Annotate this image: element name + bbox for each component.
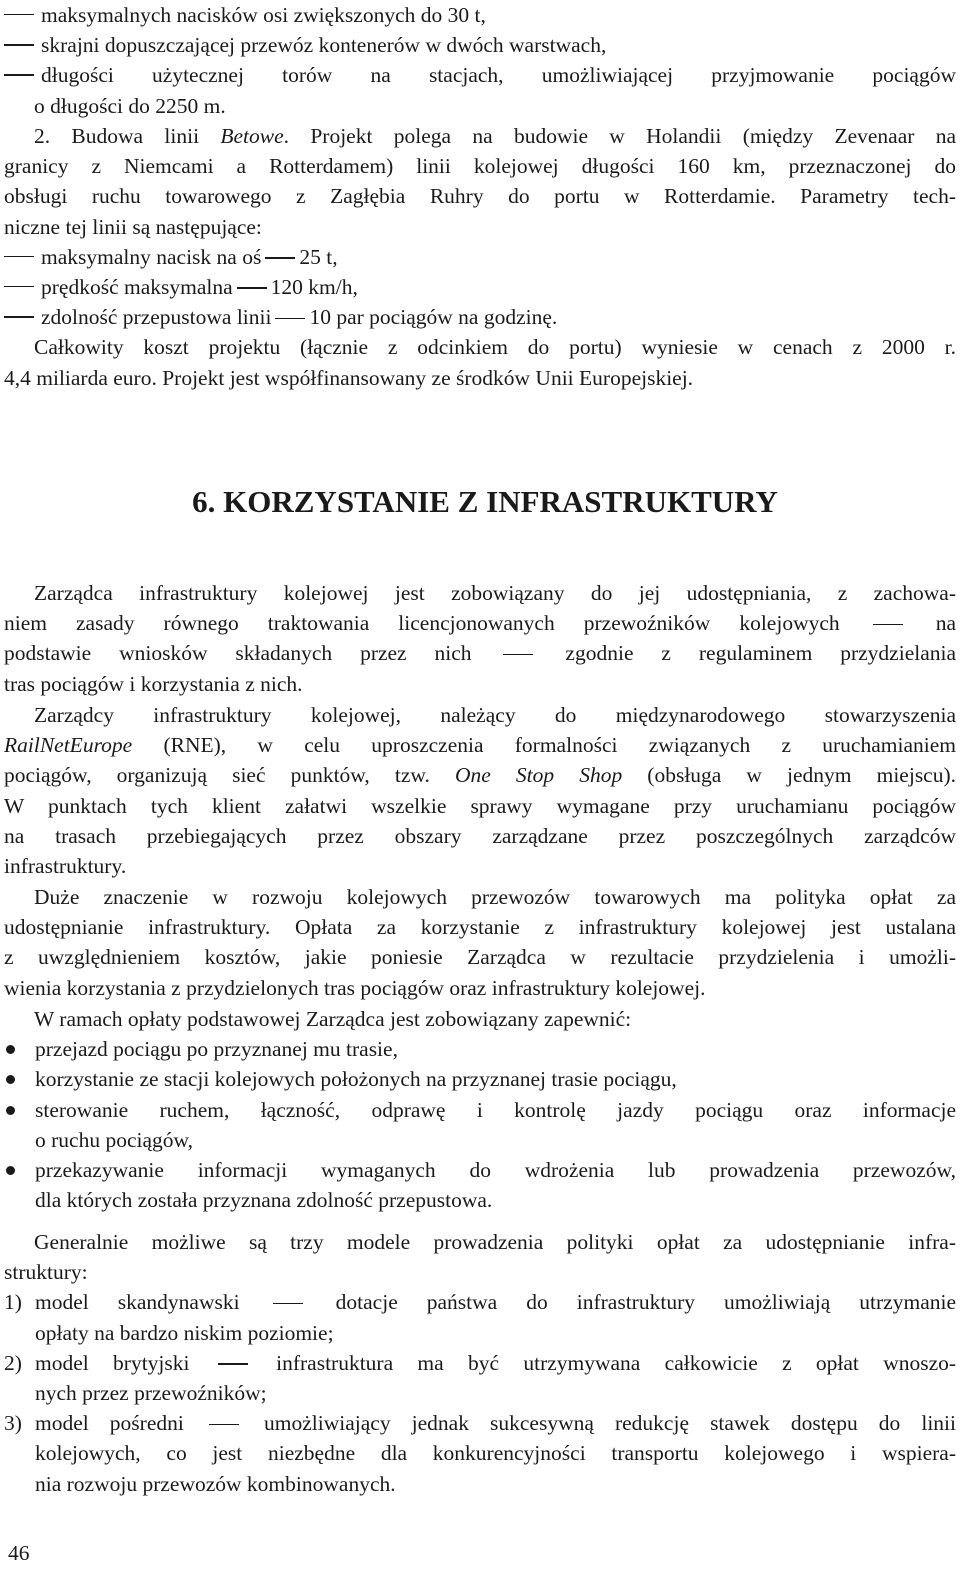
bullet-item: korzystanie ze stacji kolejowych położonych na przyznanej trasie pociągu, xyxy=(4,1064,956,1094)
paragraph-2 xyxy=(4,700,956,881)
paragraph-line: granicy z Niemcami a Rotterdamem) linii kolejowej długości 160 km, przeznaczonej do xyxy=(4,154,956,179)
bullet-item: przejazd pociągu po przyznanej mu trasie, xyxy=(4,1034,956,1064)
list-item: długości użytecznej torów na stacjach, umożliwiającej przyjmowanie pociągów xyxy=(4,60,956,90)
list-item: maksymalnych nacisków osi zwiększonych do 30 t, xyxy=(4,0,956,30)
paragraph-line: RailNetEurope (RNE), w celu uproszczenia formalności związanych z uruchamianiem xyxy=(4,733,956,758)
paragraph-line: na trasach przebiegających przez obszary zarządzane przez poszczególnych zarządców xyxy=(4,823,956,848)
paragraph-4 xyxy=(4,1004,956,1215)
section-heading: 6. KORZYSTANIE Z INFRASTRUKTURY xyxy=(192,484,778,519)
bullet-icon xyxy=(6,1075,15,1084)
paragraph-line: Duże znaczenie w rozwoju kolejowych przewozów towarowych ma polityka opłat za xyxy=(34,885,956,909)
list-item: zdolność przepustowa linii 10 par pociągów na godzinę. xyxy=(4,302,956,332)
list-item: maksymalny nacisk na oś 25 t, xyxy=(4,242,956,272)
paragraph-line: W punktach tych klient załatwi wszelkie sprawy wymagane przy uruchamianu pociągów xyxy=(4,793,956,818)
top-dash-list xyxy=(4,0,956,121)
list-item: prędkość maksymalna 120 km/h, xyxy=(4,272,956,302)
bullet-icon xyxy=(6,1166,15,1175)
paragraph-line: obsługi ruchu towarowego z Zagłębia Ruhry do portu w Rotterdamie. Parametry tech- xyxy=(4,184,956,209)
paragraph-line: pociągów, organizują sieć punktów, tzw. One Stop Shop (obsługa w jednym miejscu). xyxy=(4,763,957,788)
numbered-continuation: kolejowych, co jest niezbędne dla konkurencyjności transportu kolejowego i wspiera- xyxy=(35,1441,956,1466)
numbered-continuation: nia rozwoju przewozów kombinowanych. xyxy=(35,1471,396,1496)
paragraph-line: niem zasady równego traktowania licencjonowanych przewoźników kolejowych na xyxy=(4,611,957,636)
bullet-item: sterowanie ruchem, łączność, odprawę i kontrolę jazdy pociągu oraz informacje xyxy=(4,1095,956,1125)
paragraph-line: Zarządcy infrastruktury kolejowej, należący do międzynarodowego stowarzyszenia xyxy=(34,703,956,727)
bullet-icon xyxy=(6,1106,15,1115)
list-item: skrajni dopuszczającej przewóz kontenerów w dwóch warstwach, xyxy=(4,30,956,60)
paragraph-line: podstawie wniosków składanych przez nich zgodnie z regulaminem przydzielania xyxy=(4,641,957,666)
numbered-continuation: nych przez przewoźników; xyxy=(35,1381,267,1406)
paragraph-line: z uwzględnieniem kosztów, jakie poniesie Zarządca w rezultacie przydzielenia i umożli- xyxy=(4,945,956,970)
paragraph-line: tras pociągów i korzystania z nich. xyxy=(4,671,303,696)
numbered-item: 2) model brytyjski infrastruktura ma być utrzymywana całkowicie z opłat wnoszo- xyxy=(4,1350,957,1375)
bullet-icon xyxy=(6,1045,15,1054)
bullet-continuation: dla których została przyznana zdolność przepustowa. xyxy=(35,1188,493,1213)
paragraph-1 xyxy=(4,578,956,699)
bullet-continuation: o ruchu pociągów, xyxy=(35,1127,194,1152)
paragraph-line: niczne tej linii są następujące: xyxy=(4,214,262,239)
list-item-continuation: o długości do 2250 m. xyxy=(34,93,226,118)
paragraph-line: infrastruktury. xyxy=(4,854,127,879)
paragraph-5 xyxy=(4,1227,956,1499)
numbered-continuation: opłaty na bardzo niskim poziomie; xyxy=(35,1320,334,1345)
betowe-section xyxy=(4,121,956,393)
paragraph-line: Całkowity koszt projektu (łącznie z odcinkiem do portu) wyniesie w cenach z 2000 r. xyxy=(34,335,956,360)
paragraph-3 xyxy=(4,882,956,1003)
paragraph-line: Zarządca infrastruktury kolejowej jest zobowiązany do jej udostępniania, z zachowa- xyxy=(34,581,956,605)
paragraph-line: W ramach opłaty podstawowej Zarządca jest zobowiązany zapewnić: xyxy=(34,1007,632,1031)
numbered-item: 3) model pośredni umożliwiający jednak sukcesywną redukcję stawek dostępu do linii xyxy=(4,1411,956,1436)
page-number: 46 xyxy=(8,1541,30,1565)
paragraph-line: wienia korzystania z przydzielonych tras pociągów oraz infrastruktury kolejowej. xyxy=(4,975,706,1000)
paragraph-line: Generalnie możliwe są trzy modele prowadzenia polityki opłat za udostępnianie infra- xyxy=(34,1230,956,1254)
numbered-item: 1) model skandynawski dotacje państwa do infrastruktury umożliwiają utrzymanie xyxy=(4,1290,957,1315)
bullet-item: przekazywanie informacji wymaganych do wdrożenia lub prowadzenia przewozów, xyxy=(4,1155,956,1185)
paragraph-line: udostępnianie infrastruktury. Opłata za korzystanie z infrastruktury kolejowej jest ustalana xyxy=(4,915,956,940)
paragraph-line: struktury: xyxy=(4,1260,88,1285)
paragraph-line: 2. Budowa linii Betowe. Projekt polega na budowie w Holandii (między Zevenaar na xyxy=(34,124,957,148)
paragraph-line: 4,4 miliarda euro. Projekt jest współfinansowany ze środków Unii Europejskiej. xyxy=(4,365,694,390)
